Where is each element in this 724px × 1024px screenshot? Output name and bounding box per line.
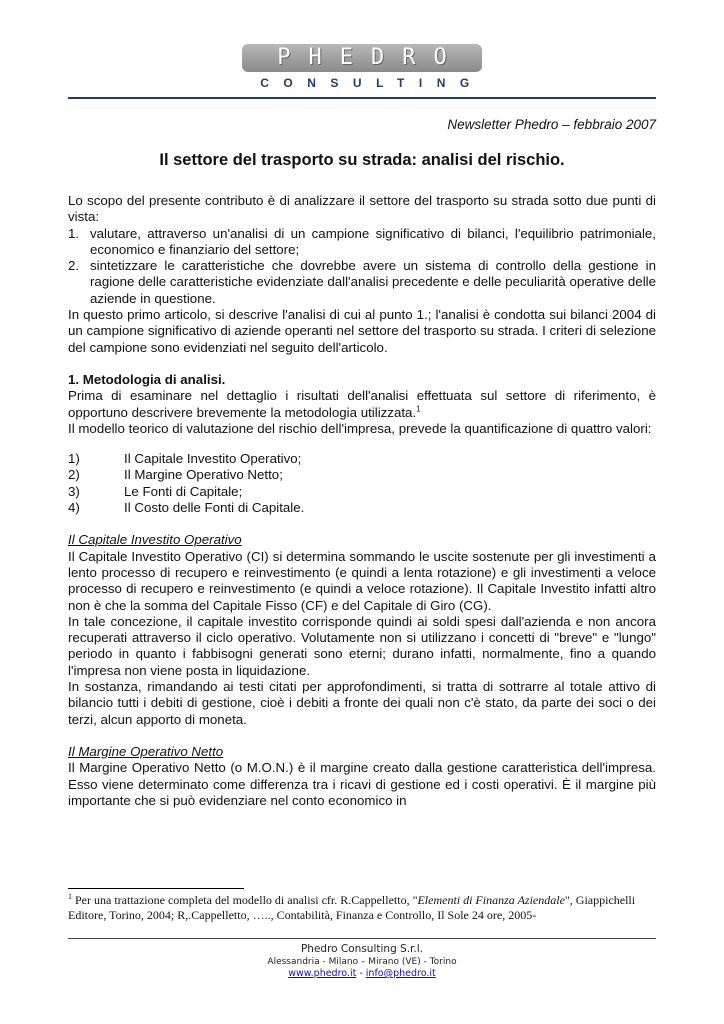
footer-cities: Alessandria - Milano – Mirano (VE) - Torino bbox=[267, 957, 457, 967]
ci-paragraph: Il Capitale Investito Operativo (CI) si determina sommando le uscite sostenute per gli investimenti a lento processo di recupero e reinvestimento (e quindi a lenta rotazione) e gli investimenti a veloce processo di recupero e reinvestimento (e quindi a veloce rotazione). Il Capitale Investito infatti altro non è che la somma del Capitale Fisso (CF) e del Capitale di Giro (CG). bbox=[68, 548, 656, 613]
list-number: 2) bbox=[68, 467, 80, 483]
footnote-text: Per una trattazione completa del modello di analisi cfr. R.Cappelletto, " bbox=[72, 893, 418, 907]
list-item bbox=[68, 226, 656, 259]
list-text: Il Costo delle Fonti di Capitale. bbox=[124, 500, 305, 516]
mon-paragraph: Il Margine Operativo Netto (o M.O.N.) è il margine creato dalla gestione caratteristica dell'impresa. Esso viene determinato come differenza tra i ricavi di gestione ed i costi operativi. È il margine più importante che si può evidenziare nel conto economico in bbox=[68, 760, 656, 808]
footnote bbox=[68, 893, 656, 923]
intro-paragraph: Lo scopo del presente contributo è di analizzare il settore del trasporto su strada sotto due punti di vista: bbox=[68, 193, 656, 225]
intro-paragraph-2: In questo primo articolo, si descrive l'analisi di cui al punto 1.; l'analisi è condotta sui bilanci 2004 di un campione significativo di aziende operanti nel settore del trasporto su strada. I criteri di selezione del campione sono evidenziati nel seguito dell'articolo. bbox=[68, 307, 656, 355]
footnote-ref[interactable]: 1 bbox=[416, 404, 421, 414]
logo-plate bbox=[242, 44, 482, 72]
subsection-heading: Il Capitale Investito Operativo bbox=[68, 532, 242, 548]
list-item bbox=[68, 500, 656, 516]
email-link[interactable]: info@phedro.it bbox=[365, 968, 436, 979]
footnote-text-end: ", Giappichelli Editore, Torino, 2004; R,.Cappelletto, ….., Contabilità, Finanza e Controllo, Il Sole 24 ore, 2005- bbox=[68, 893, 636, 922]
ci-paragraph-2: In tale concezione, il capitale investito corrisponde quindi ai soldi spesi dall'azienda e non ancora recuperati attraverso il ciclo operativo. Volutamente non si utilizzano i concetti di "breve" e "lungo" periodo in quanto i fabbisogni generati sono eterni; durano infatti, normalmente, fino a quando l'impresa non viene posta in liquidazione. bbox=[68, 613, 656, 678]
list-text: Il Margine Operativo Netto; bbox=[124, 467, 283, 483]
section-heading: 1. Metodologia di analisi. bbox=[68, 371, 226, 387]
ci-paragraph-3: In sostanza, rimandando ai testi citati per approfondimenti, si tratta di sottrarre al totale attivo di bilancio tutti i debiti di gestione, cioè i debiti a fronte dei quali non c'è stato, da parte dei soci o dei terzi, alcun apporto di moneta. bbox=[68, 679, 656, 727]
footnote-book-title: Elementi di Finanza Aziendale bbox=[417, 893, 565, 907]
website-link[interactable]: www.phedro.it bbox=[288, 968, 357, 979]
list-number: 2. bbox=[68, 258, 80, 274]
list-text: sintetizzare le caratteristiche che dovrebbe avere un sistema di controllo della gestione in ragione delle caratteristiche evidenziate dall'analisi precedente e delle peculiarità operative delle aziende in questione. bbox=[90, 258, 656, 306]
list-item bbox=[68, 467, 656, 483]
list-item bbox=[68, 258, 656, 307]
phedro-logo bbox=[242, 44, 482, 96]
page-footer bbox=[68, 943, 656, 980]
newsletter-date: Newsletter Phedro – febbraio 2007 bbox=[447, 117, 656, 132]
header-rule bbox=[68, 97, 656, 99]
subsection-heading: Il Margine Operativo Netto bbox=[68, 743, 224, 759]
logo-wordmark: PHEDRO bbox=[277, 45, 465, 70]
footnote-rule bbox=[68, 888, 244, 889]
footnote-number: 1 bbox=[68, 892, 72, 901]
footer-rule bbox=[68, 938, 656, 939]
list-text: Il Capitale Investito Operativo; bbox=[124, 451, 302, 467]
list-item bbox=[68, 451, 656, 467]
list-text: Le Fonti di Capitale; bbox=[124, 483, 243, 499]
objectives-list bbox=[68, 226, 656, 307]
footer-links bbox=[68, 968, 656, 980]
logo-subtitle: CONSULTING bbox=[260, 76, 484, 90]
footer-separator: - bbox=[356, 968, 366, 979]
values-list bbox=[68, 451, 656, 516]
article-body bbox=[68, 193, 656, 809]
list-text: valutare, attraverso un'analisi di un campione significativo di bilanci, l'equilibrio patrimoniale, economico e finanziario del settore; bbox=[90, 225, 656, 257]
list-number: 4) bbox=[68, 500, 80, 516]
list-number: 1. bbox=[68, 225, 80, 241]
footer-company: Phedro Consulting S.r.l. bbox=[300, 943, 424, 955]
list-number: 1) bbox=[68, 451, 80, 467]
list-item bbox=[68, 484, 656, 500]
article-title: Il settore del trasporto su strada: analisi del rischio. bbox=[159, 151, 565, 169]
method-paragraph-2: Il modello teorico di valutazione del rischio dell'impresa, prevede la quantificazione di quattro valori: bbox=[68, 420, 652, 436]
method-paragraph bbox=[68, 388, 656, 421]
list-number: 3) bbox=[68, 483, 80, 499]
method-text: Prima di esaminare nel dettaglio i risultati dell'analisi effettuata sul settore di riferimento, è opportuno descrivere brevemente la metodologia utilizzata. bbox=[68, 388, 656, 420]
